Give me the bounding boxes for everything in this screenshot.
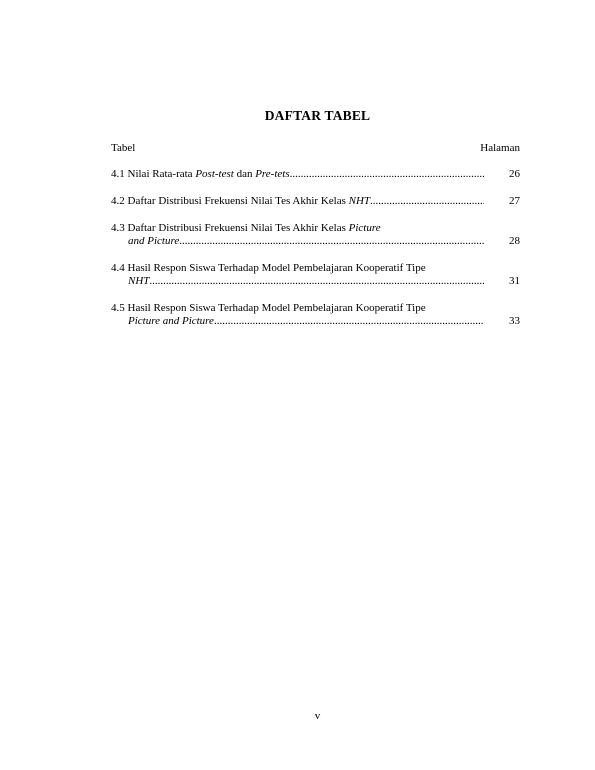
dot-leader: [149, 275, 484, 288]
column-header: [111, 142, 520, 154]
toc-entry-title: 4.5 Hasil Respon Siswa Terhadap Model Pembelajaran Kooperatif Tipe: [111, 302, 426, 314]
page-number: v: [314, 710, 321, 722]
toc-entry[interactable]: [111, 262, 520, 288]
toc-line: [111, 262, 520, 275]
toc-line: [111, 195, 520, 208]
toc-entry-page: 31: [509, 275, 520, 287]
table-of-tables: [111, 168, 520, 328]
dot-leader: [290, 168, 484, 181]
toc-entry[interactable]: [111, 168, 520, 181]
toc-entry-title: and Picture: [128, 235, 180, 247]
toc-entry-title: Picture and Picture: [128, 315, 214, 327]
toc-entry[interactable]: [111, 222, 520, 248]
dot-leader: [179, 235, 484, 248]
toc-line: [111, 302, 520, 315]
toc-line: [111, 168, 520, 181]
toc-entry-title: 4.4 Hasil Respon Siswa Terhadap Model Pembelajaran Kooperatif Tipe: [111, 262, 426, 274]
toc-line: [111, 315, 520, 328]
toc-line: [111, 235, 520, 248]
dot-leader: [370, 195, 484, 208]
toc-entry-page: 33: [509, 315, 520, 327]
page-title: DAFTAR TABEL: [264, 108, 371, 123]
column-header-page: Halaman: [480, 142, 520, 154]
dot-leader: [214, 315, 484, 328]
toc-line: [111, 222, 520, 235]
toc-entry-title: NHT: [128, 275, 150, 287]
toc-line: [111, 275, 520, 288]
toc-entry-title: 4.2 Daftar Distribusi Frekuensi Nilai Tes Akhir Kelas NHT: [111, 195, 371, 207]
toc-entry-title: 4.1 Nilai Rata-rata Post-test dan Pre-tets: [111, 168, 290, 180]
column-header-table: Tabel: [111, 142, 136, 154]
toc-entry-page: 28: [509, 235, 520, 247]
toc-entry-page: 26: [509, 168, 520, 180]
toc-entry[interactable]: [111, 302, 520, 328]
toc-entry-page: 27: [509, 195, 520, 207]
toc-entry[interactable]: [111, 195, 520, 208]
toc-entry-title: 4.3 Daftar Distribusi Frekuensi Nilai Tes Akhir Kelas Picture: [111, 222, 381, 234]
